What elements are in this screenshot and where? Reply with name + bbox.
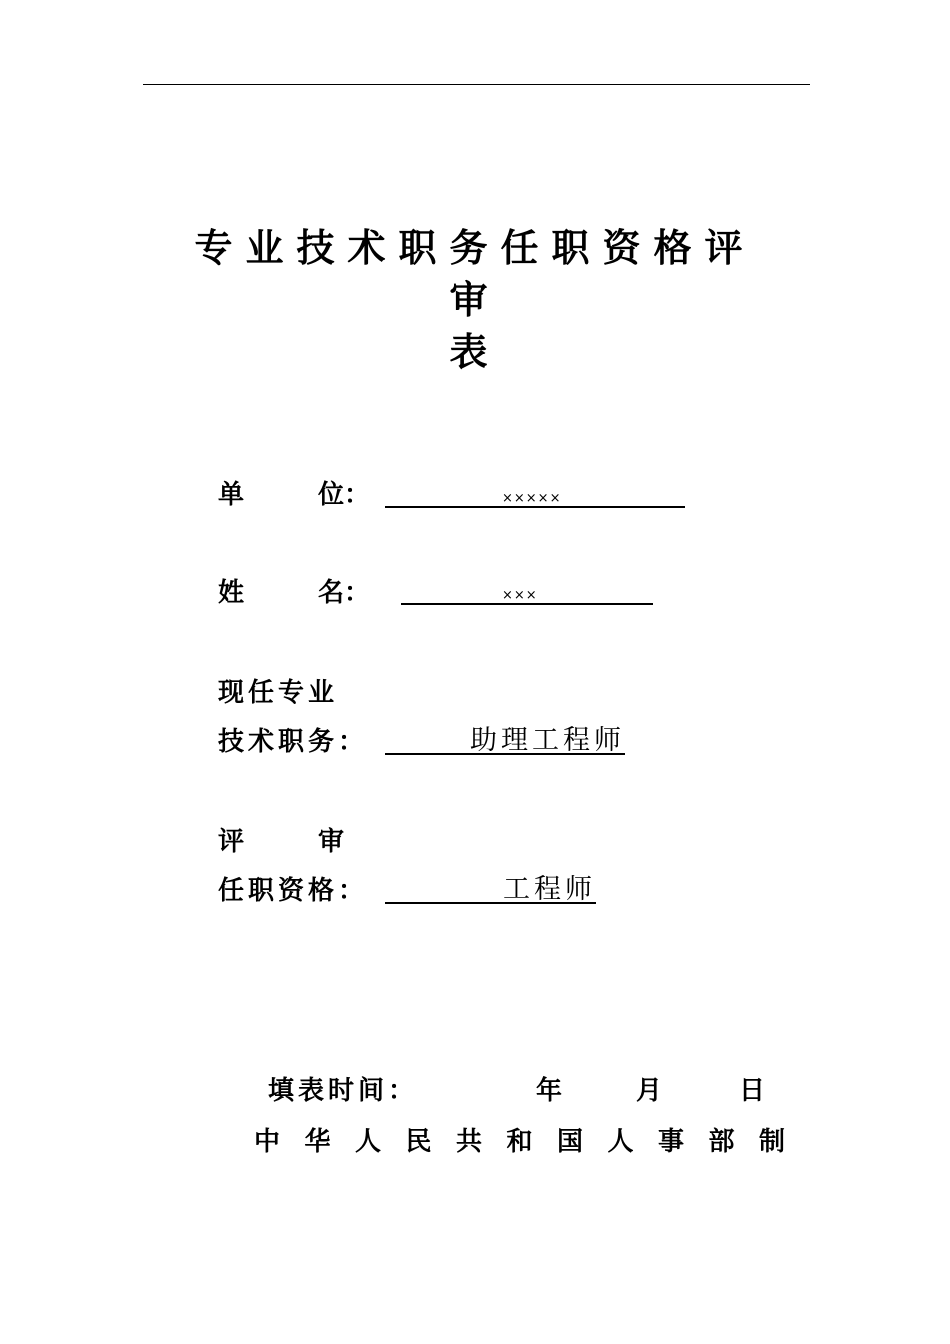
- unit-label-char2: 位：: [318, 480, 371, 510]
- name-label-char1: 姓: [218, 578, 245, 608]
- qualification-label-line2: 任职资格：: [218, 876, 369, 906]
- current-position-label-line1: 现任专业: [218, 678, 339, 708]
- issuer-char: 事: [658, 1127, 685, 1157]
- name-label-tail: [318, 576, 370, 610]
- month-label: 月: [636, 1076, 663, 1106]
- unit-label-char1: 单: [218, 480, 245, 510]
- issuer-char: 华: [304, 1127, 331, 1157]
- qualification-label-char1: 评: [218, 827, 245, 857]
- issuer: [254, 1125, 789, 1159]
- issuer-char: 制: [759, 1127, 786, 1157]
- unit-label: [218, 478, 244, 512]
- unit-value: ×××××: [502, 491, 562, 506]
- current-position-underline: [385, 753, 471, 755]
- issuer-char: 人: [355, 1127, 382, 1157]
- title-line-1: 专业技术职务任职资格评审: [194, 226, 756, 322]
- day-label: 日: [739, 1076, 766, 1106]
- unit-label-tail: [318, 478, 370, 512]
- issuer-char: 中: [254, 1127, 281, 1157]
- qualification-underline: [385, 902, 504, 904]
- header-rule: [143, 84, 810, 85]
- issuer-char: 部: [708, 1127, 735, 1157]
- name-label-char2: 名：: [318, 578, 371, 608]
- issuer-char: 和: [506, 1127, 533, 1157]
- year-label: 年: [536, 1076, 563, 1106]
- issuer-char: 国: [557, 1127, 584, 1157]
- fill-time-label: 填表时间：: [268, 1076, 419, 1106]
- qualification-label-char2: 审: [318, 827, 345, 857]
- qualification-value: 工程师: [503, 874, 596, 905]
- name-label: [218, 576, 244, 610]
- issuer-char: 共: [456, 1127, 483, 1157]
- title-line-2: 表: [449, 330, 501, 374]
- current-position-value: 助理工程师: [470, 725, 625, 756]
- name-value: ×××: [502, 588, 538, 603]
- current-position-label-line2: 技术职务：: [218, 727, 369, 757]
- page-title: [170, 222, 780, 378]
- issuer-char: 民: [405, 1127, 432, 1157]
- issuer-char: 人: [607, 1127, 634, 1157]
